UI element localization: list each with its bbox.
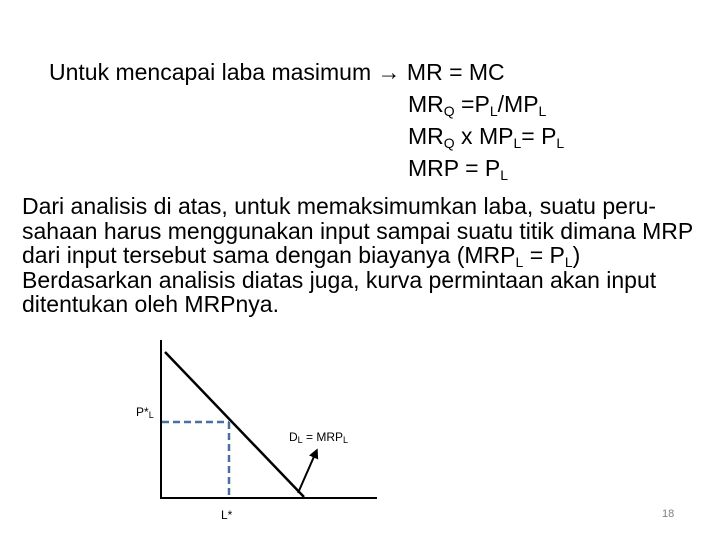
demand-curve-line [165,352,304,497]
equation-mrq: $MR_Q =P_L/MP_L$ [408,91,547,119]
quantity-label: L* [221,508,233,522]
curve-label-arrow [298,452,316,493]
paragraph-2: Berdasarkan analisis diatas juga, kurva permintaan akan input ditentukan oleh MRPnya. [22,266,657,317]
equation-mrq-x-mpl: $MR_Q$ x $MP_L= P_L$ [408,123,565,151]
equation-mrp: MRP = $P_L$ [408,155,509,183]
price-label: $P*_L$ [136,405,154,420]
page-number: 18 [662,508,675,520]
demand-curve-label: $D_L = MRP_L$ [289,430,349,445]
profit-max-condition: Untuk mencapai laba masimum → MR = MC [49,59,505,85]
paragraph-1: Dari analisis di atas, untuk memaksimumkan laba, suatu peru-sahaan harus menggunakan input sampai suatu titik dimana MRP dari input tersebut sama dengan biayanya $(MRP_L = P_L)$ [22,193,693,270]
